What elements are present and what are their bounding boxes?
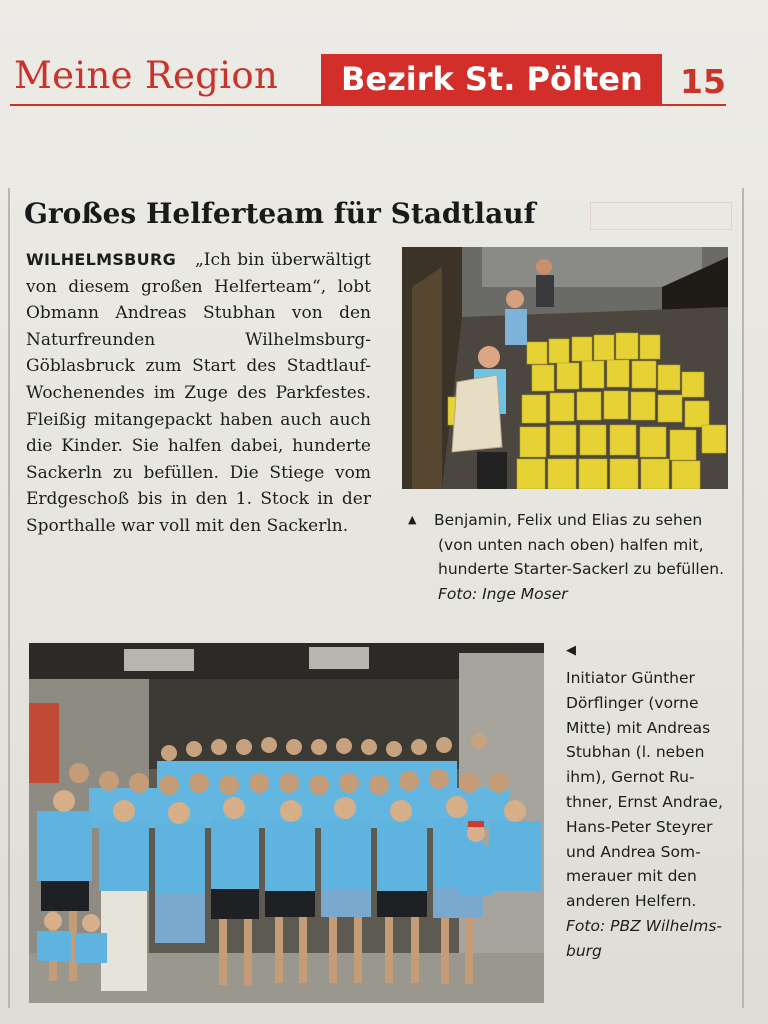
photo-kids-staircase-image	[402, 247, 728, 489]
triangle-up-icon: ▲	[408, 513, 417, 526]
caption-line: Initiator Günther	[566, 669, 695, 687]
photo-kids-staircase	[402, 247, 728, 489]
caption-line: (von unten nach oben) halfen mit,	[438, 535, 704, 554]
region-title: Meine Region	[14, 54, 279, 97]
caption-line: anderen Helfern.	[566, 892, 697, 911]
photo-credit: burg	[566, 941, 602, 960]
header-rule	[10, 104, 726, 106]
page-header	[0, 50, 740, 110]
article-headline: Großes Helferteam für Stadtlauf	[24, 197, 536, 230]
photo-team-caption	[566, 636, 742, 964]
district-banner	[321, 54, 662, 106]
faded-stamp	[590, 202, 732, 230]
triangle-left-icon: ◀	[566, 643, 576, 658]
caption-line: ihm), Gernot Ru-	[566, 768, 695, 787]
district-label: Bezirk St. Pölten	[341, 60, 643, 98]
caption-line: merauer mit den	[566, 867, 697, 886]
caption-line: und Andrea Som-	[566, 842, 701, 861]
caption-line: thner, Ernst Andrae,	[566, 792, 723, 811]
column-rule-right	[742, 188, 744, 1008]
caption-line: Stubhan (l. neben	[566, 743, 705, 762]
caption-line: Benjamin, Felix und Elias zu sehen	[434, 511, 703, 529]
page-number: 15	[680, 62, 726, 101]
caption-line: Mitte) mit Andreas	[566, 718, 711, 737]
caption-line: Hans-Peter Steyrer	[566, 817, 713, 836]
photo-helper-team	[29, 643, 544, 1003]
caption-line: Dörflinger (vorne	[566, 693, 699, 712]
article-body	[26, 247, 371, 540]
photo-credit: Foto: Inge Moser	[438, 584, 568, 603]
photo-credit: Foto: PBZ Wilhelms-	[566, 916, 723, 935]
column-rule-left	[8, 188, 10, 1008]
article-dateline: WILHELMSBURG	[26, 250, 176, 269]
photo-helper-team-image	[29, 643, 544, 1003]
caption-line: hunderte Starter-Sackerl zu befüllen.	[438, 560, 725, 578]
article-text: „Ich bin überwältigt von diesem großen Helferteam“, lobt Obmann Andreas Stubhan von den Naturfreunden Wilhelmsburg-Göblasbruck zum Start des Stadtlauf-Wochenendes im Zuge des Parkfestes. Fleißig mitangepackt haben auch auch die Kinder. Sie halfen dabei, hunderte Sackerln zu befüllen. Die Stiege vom Erdgeschoß bis in den 1. Stock in der Sporthalle war voll mit den Sackerln.	[26, 250, 371, 536]
photo-kids-caption	[408, 508, 738, 606]
